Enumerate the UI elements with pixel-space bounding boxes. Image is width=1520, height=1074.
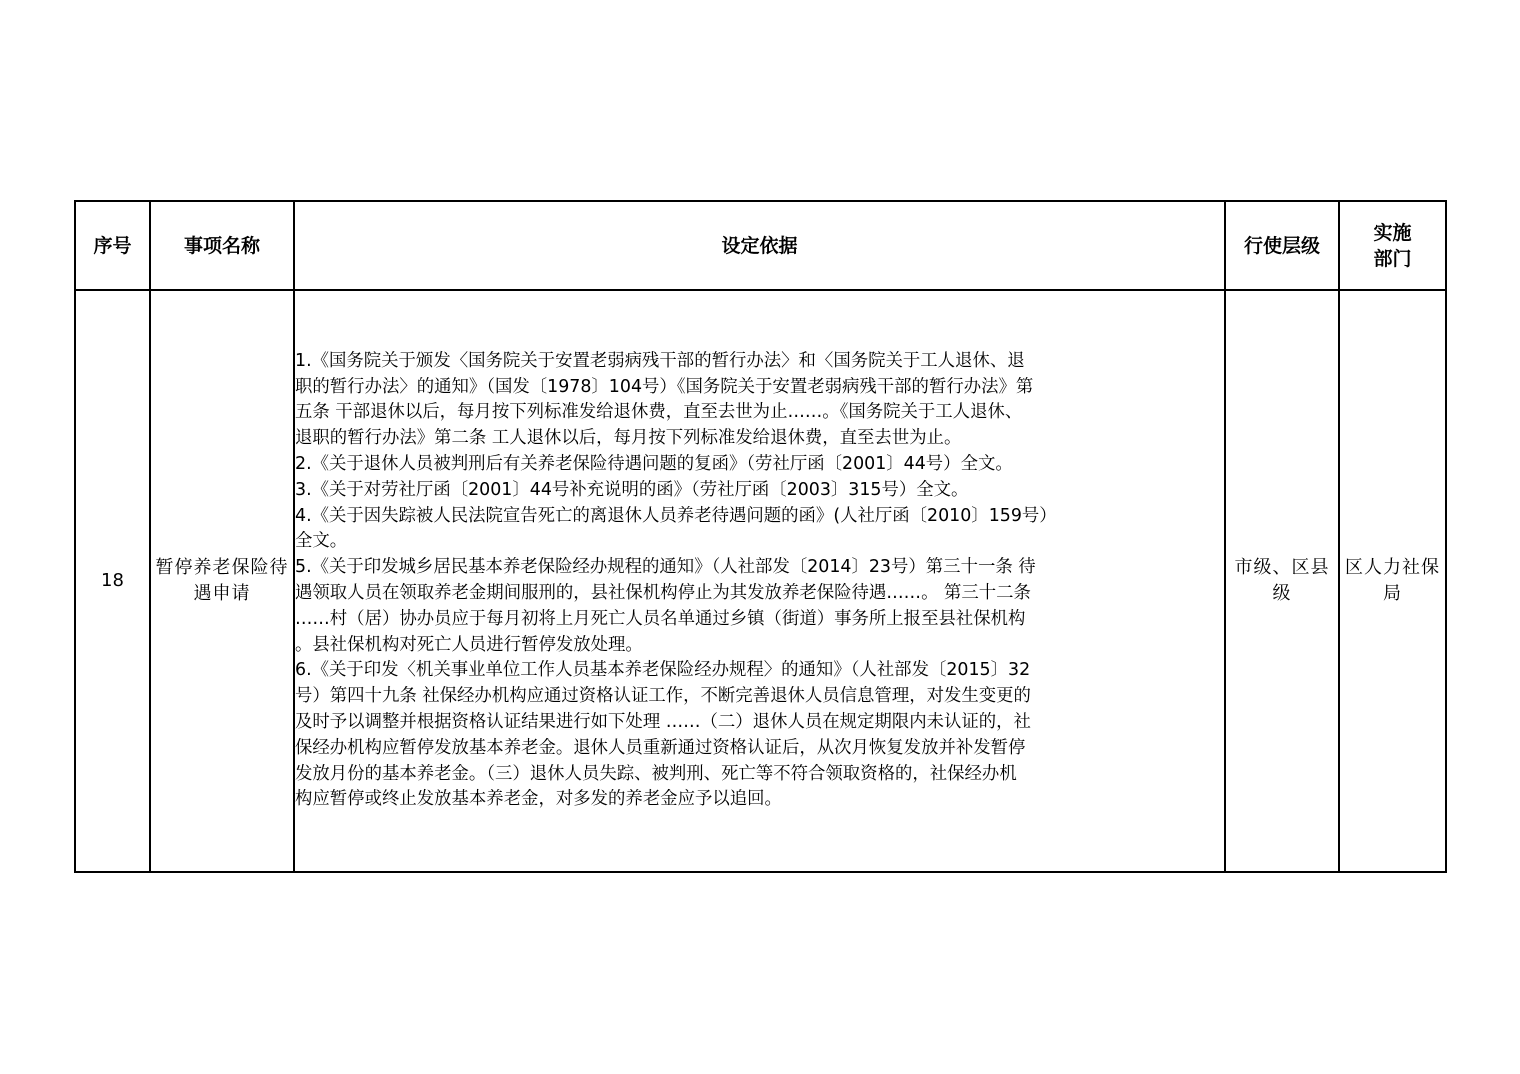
basis-line: 构应暂停或终止发放基本养老金，对多发的养老金应予以追回。: [295, 789, 782, 810]
basis-line: 5.《关于印发城乡居民基本养老保险经办规程的通知》（人社部发〔2014〕23号）第三十一条 待: [295, 557, 1036, 578]
row-basis: [294, 290, 1225, 872]
basis-line: 1.《国务院关于颁发〈国务院关于安置老弱病残干部的暂行办法〉和〈国务院关于工人退休、退: [295, 350, 1025, 371]
basis-line: 3.《关于对劳社厅函〔2001〕44号补充说明的函》（劳社厅函〔2003〕315号）全文。: [295, 479, 969, 500]
basis-line: ……村（居）协办员应于每月初将上月死亡人员名单通过乡镇（街道）事务所上报至县社保机构: [295, 608, 1026, 629]
basis-line: 发放月份的基本养老金。（三）退休人员失踪、被判刑、死亡等不符合领取资格的，社保经办机: [295, 763, 1017, 784]
basis-line: 号）第四十九条 社保经办机构应通过资格认证工作，不断完善退休人员信息管理，对发生变更的: [295, 686, 1031, 707]
basis-line: 遇领取人员在领取养老金期间服刑的，县社保机构停止为其发放养老保险待遇……。 第三十二条: [295, 583, 1031, 603]
basis-line: 4.《关于因失踪被人民法院宣告死亡的离退休人员养老待遇问题的函》(人社厅函〔2010〕159号）: [295, 505, 1057, 526]
header-row: [75, 201, 1446, 290]
basis-line: 6.《关于印发〈机关事业单位工作人员基本养老保险经办规程〉的通知》（人社部发〔2015〕32: [295, 660, 1031, 681]
basis-line: 2.《关于退休人员被判刑后有关养老保险待遇问题的复函》（劳社厅函〔2001〕44号）全文。: [295, 454, 1013, 475]
header-basis: 设定依据: [294, 201, 1225, 290]
row-dept: 区人力社保局: [1339, 290, 1446, 872]
header-item-name: 事项名称: [150, 201, 294, 290]
basis-text: [295, 349, 1224, 813]
basis-line: 全文。: [295, 531, 348, 552]
row-item-name: 暂停养老保险待遇申请: [150, 290, 294, 872]
basis-line: 及时予以调整并根据资格认证结果进行如下处理 ……（二）退休人员在规定期限内未认证的，社: [295, 711, 1031, 732]
basis-line: 保经办机构应暂停发放基本养老金。退休人员重新通过资格认证后，从次月恢复发放并补发暂停: [295, 737, 1026, 758]
table-row: [75, 290, 1446, 872]
basis-line: 职的暂行办法〉的通知》（国发〔1978〕104号）《国务院关于安置老弱病残干部的暂行办法》第: [295, 376, 1034, 397]
policy-table: [74, 200, 1447, 873]
header-seq: 序号: [75, 201, 150, 290]
header-level: 行使层级: [1225, 201, 1339, 290]
header-dept: [1339, 201, 1446, 290]
basis-line: 退职的暂行办法》第二条 工人退休以后，每月按下列标准发给退休费，直至去世为止。: [295, 428, 962, 449]
header-dept-text: 实施部门: [1373, 221, 1412, 270]
basis-line: 五条 干部退休以后，每月按下列标准发给退休费，直至去世为止……。《国务院关于工人退休、: [295, 402, 1023, 423]
basis-line: 。县社保机构对死亡人员进行暂停发放处理。: [295, 634, 643, 655]
row-level: 市级、区县级: [1225, 290, 1339, 872]
row-seq: 18: [75, 290, 150, 872]
